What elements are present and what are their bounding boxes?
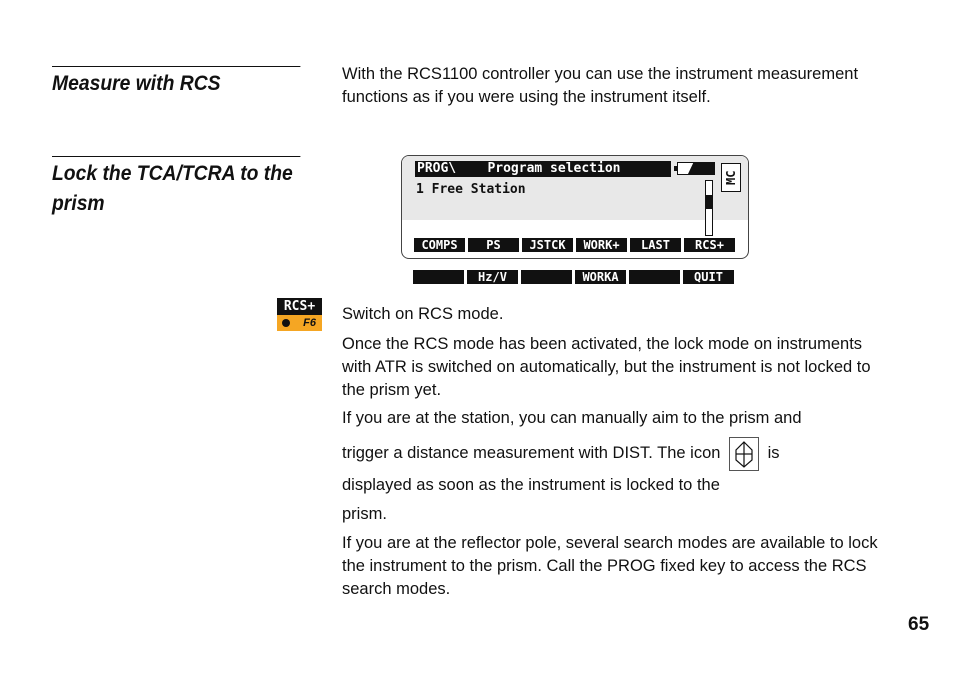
f6-label: F6 [303,317,316,329]
paragraph-lock-mode: Once the RCS mode has been activated, the lock mode on instruments with ATR is switched on automatically, but the instrument is not locked to the prism yet. [342,335,871,399]
shift-softkey-quit[interactable]: QUIT [683,270,734,284]
screen-line-free-station: 1 Free Station [416,182,526,197]
heading-lock-line2: prism [52,192,105,215]
paragraph-station-line2: trigger a distance measurement with DIST. The icon is [342,435,902,471]
shift-softkey-worka[interactable]: WORKA [575,270,626,284]
shift-softkey-5[interactable] [629,270,680,284]
paragraph-reflector-pole: If you are at the reflector pole, several search modes are available to lock the instrument to the prism. Call the PROG fixed key to access the RCS search modes. [342,534,878,598]
paragraph-station-line4: prism. [342,505,387,523]
heading-lock-to-prism [52,156,300,219]
heading-measure-with-rcs: Measure with RCS [52,66,300,99]
f6-key [277,315,322,331]
rcs-plus-key-label: RCS+ [277,298,322,315]
dot-icon [282,319,290,327]
shift-softkey-1[interactable] [413,270,464,284]
paragraph-switch-on: Switch on RCS mode. [342,305,504,323]
softkey-comps[interactable]: COMPS [414,238,465,252]
softkey-row [414,238,735,252]
softkey-ps[interactable]: PS [468,238,519,252]
softkey-work-plus[interactable]: WORK+ [576,238,627,252]
softkey-jstck[interactable]: JSTCK [522,238,573,252]
instrument-screen [401,155,749,259]
screen-title-bar: PROG\ Program selection [415,161,671,177]
softkey-rcs-plus[interactable]: RCS+ [684,238,735,252]
mc-indicator: MC [721,163,741,192]
battery-icon [677,162,715,175]
paragraph-station-line1: If you are at the station, you can manually aim to the prism and [342,409,802,427]
screen-scrollbar [705,180,713,236]
softkey-last[interactable]: LAST [630,238,681,252]
paragraph-station-line3: displayed as soon as the instrument is locked to the [342,476,720,494]
intro-paragraph: With the RCS1100 controller you can use the instrument measurement functions as if you were using the instrument itself. [342,65,859,106]
shift-softkey-row [413,270,734,284]
heading-lock-line1: Lock the TCA/TCRA to the [52,162,293,185]
page-number: 65 [908,614,930,635]
prism-lock-icon [729,437,759,471]
shift-softkey-hzv[interactable]: Hz/V [467,270,518,284]
rcs-plus-key-badge [277,298,322,332]
shift-softkey-3[interactable] [521,270,572,284]
